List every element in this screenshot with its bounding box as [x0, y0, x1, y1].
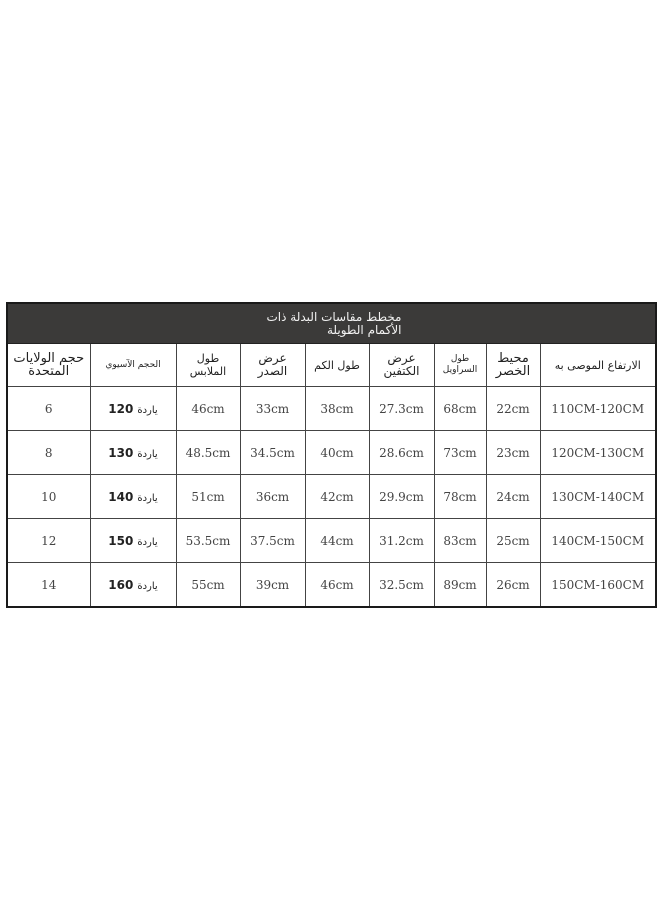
- header-shoulder-width-line2: الكتفين: [383, 364, 420, 378]
- header-shoulder-width-line1: عرض: [387, 351, 416, 365]
- cell-asian-size: [90, 387, 176, 431]
- asian-size-number: 120: [108, 401, 134, 416]
- header-row: [8, 344, 655, 387]
- cell-recommended-height: 120CM-130CM: [540, 431, 655, 475]
- cell-waist: 26cm: [486, 563, 540, 607]
- header-clothes-length: [176, 344, 240, 387]
- header-recommended-height-line1: الارتفاع الموصى به: [554, 358, 641, 372]
- size-grid: [8, 344, 655, 606]
- cell-recommended-height: 140CM-150CM: [540, 519, 655, 563]
- cell-clothes-length: 46cm: [176, 387, 240, 431]
- cell-clothes-length: 48.5cm: [176, 431, 240, 475]
- header-waist-line2: الخصر: [495, 364, 531, 379]
- cell-sleeve-length: 40cm: [305, 431, 369, 475]
- cell-asian-size: [90, 431, 176, 475]
- cell-sleeve-length: 46cm: [305, 563, 369, 607]
- header-clothes-length-line1: طول: [196, 352, 220, 365]
- cell-us-size: 6: [8, 387, 90, 431]
- cell-us-size: 8: [8, 431, 90, 475]
- cell-shoulder-width: 28.6cm: [369, 431, 434, 475]
- header-pants-length: [434, 344, 486, 387]
- cell-waist: 24cm: [486, 475, 540, 519]
- header-us-size: [8, 344, 90, 387]
- header-sleeve-length: [305, 344, 369, 387]
- chart-title-line1: مخطط مقاسات البدلة ذات: [266, 309, 402, 324]
- cell-chest-width: 33cm: [240, 387, 305, 431]
- cell-pants-length: 73cm: [434, 431, 486, 475]
- header-us-size-line1: حجم الولايات: [13, 351, 85, 366]
- cell-chest-width: 37.5cm: [240, 519, 305, 563]
- asian-size-number: 160: [108, 577, 134, 592]
- cell-recommended-height: 110CM-120CM: [540, 387, 655, 431]
- cell-shoulder-width: 29.9cm: [369, 475, 434, 519]
- asian-size-unit: ياردة: [137, 492, 158, 504]
- table-row: [8, 519, 655, 563]
- cell-clothes-length: 53.5cm: [176, 519, 240, 563]
- cell-us-size: 10: [8, 475, 90, 519]
- header-recommended-height: [540, 344, 655, 387]
- chart-title: [262, 311, 402, 337]
- table-row: [8, 431, 655, 475]
- table-row: [8, 475, 655, 519]
- cell-chest-width: 36cm: [240, 475, 305, 519]
- cell-pants-length: 89cm: [434, 563, 486, 607]
- cell-shoulder-width: 31.2cm: [369, 519, 434, 563]
- header-asian-size-line1: الحجم الآسيوي: [105, 359, 161, 370]
- cell-asian-size: [90, 519, 176, 563]
- cell-pants-length: 83cm: [434, 519, 486, 563]
- header-chest-width-line2: الصدر: [257, 364, 288, 378]
- cell-sleeve-length: 44cm: [305, 519, 369, 563]
- chart-title-bar: [8, 304, 655, 344]
- cell-waist: 22cm: [486, 387, 540, 431]
- size-chart-table: [6, 302, 657, 608]
- cell-us-size: 14: [8, 563, 90, 607]
- asian-size-unit: ياردة: [137, 448, 158, 460]
- header-chest-width: [240, 344, 305, 387]
- cell-waist: 25cm: [486, 519, 540, 563]
- cell-sleeve-length: 42cm: [305, 475, 369, 519]
- cell-asian-size: [90, 475, 176, 519]
- asian-size-number: 150: [108, 533, 134, 548]
- cell-sleeve-length: 38cm: [305, 387, 369, 431]
- asian-size-unit: ياردة: [137, 404, 158, 416]
- cell-chest-width: 39cm: [240, 563, 305, 607]
- header-sleeve-length-line1: طول الكم: [314, 358, 360, 372]
- cell-clothes-length: 51cm: [176, 475, 240, 519]
- asian-size-number: 140: [108, 489, 134, 504]
- header-chest-width-line1: عرض: [258, 351, 287, 365]
- cell-chest-width: 34.5cm: [240, 431, 305, 475]
- header-waist: [486, 344, 540, 387]
- asian-size-unit: ياردة: [137, 536, 158, 548]
- cell-us-size: 12: [8, 519, 90, 563]
- cell-waist: 23cm: [486, 431, 540, 475]
- header-shoulder-width: [369, 344, 434, 387]
- chart-title-line2: الأكمام الطويلة: [326, 322, 402, 337]
- header-pants-length-line1: طول: [450, 354, 470, 364]
- cell-recommended-height: 150CM-160CM: [540, 563, 655, 607]
- cell-pants-length: 68cm: [434, 387, 486, 431]
- asian-size-number: 130: [108, 445, 134, 460]
- header-clothes-length-line2: الملابس: [189, 365, 227, 378]
- asian-size-unit: ياردة: [137, 580, 158, 592]
- header-pants-length-line2: السراويل: [442, 365, 478, 375]
- cell-shoulder-width: 32.5cm: [369, 563, 434, 607]
- table-row: [8, 387, 655, 431]
- cell-pants-length: 78cm: [434, 475, 486, 519]
- cell-recommended-height: 130CM-140CM: [540, 475, 655, 519]
- header-waist-line1: محيط: [497, 351, 529, 366]
- header-asian-size: [90, 344, 176, 387]
- cell-asian-size: [90, 563, 176, 607]
- table-row: [8, 563, 655, 607]
- header-us-size-line2: المتحدة: [28, 364, 70, 379]
- cell-clothes-length: 55cm: [176, 563, 240, 607]
- cell-shoulder-width: 27.3cm: [369, 387, 434, 431]
